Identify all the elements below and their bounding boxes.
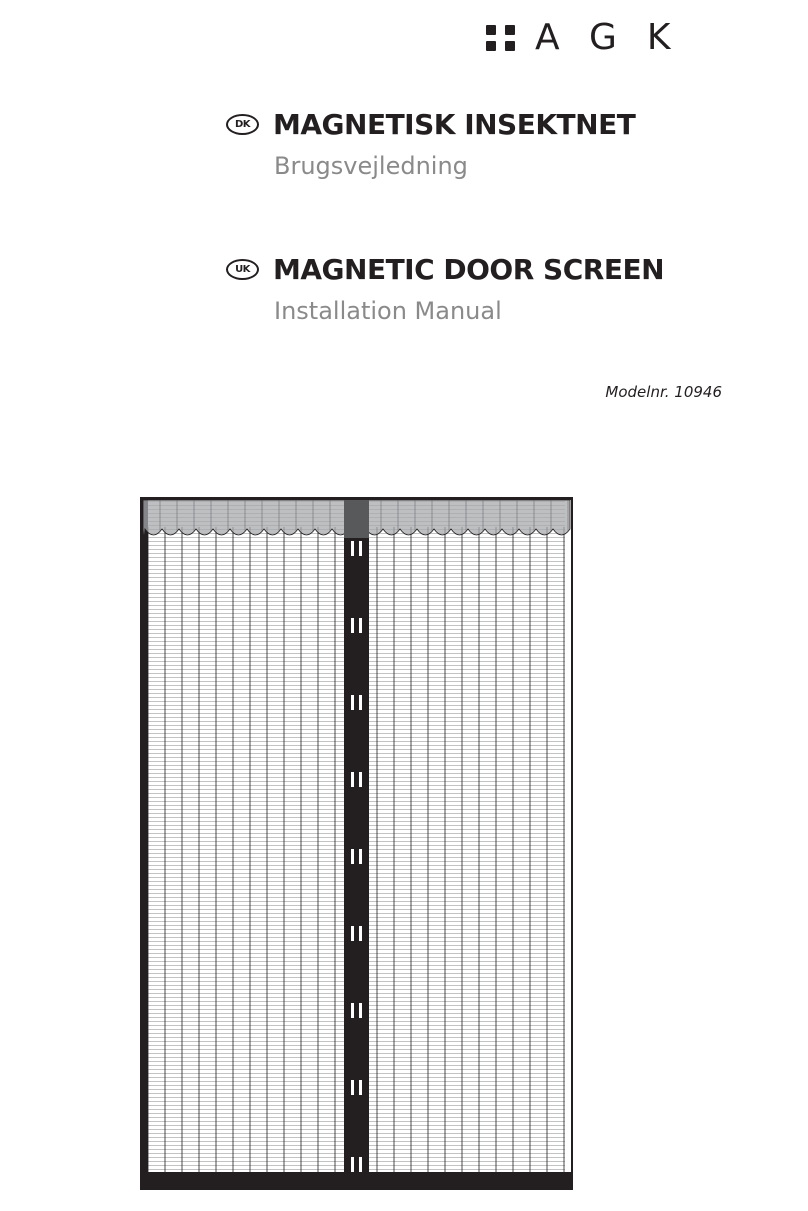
magnet-icon: [359, 926, 362, 941]
magnet-icon: [359, 1003, 362, 1018]
section-uk: [226, 253, 664, 325]
frame-right-side: [571, 497, 573, 1190]
magnet-icon: [351, 618, 354, 633]
product-title-uk: MAGNETIC DOOR SCREEN: [273, 253, 665, 286]
magnet-icon: [351, 849, 354, 864]
magnet-icon: [351, 695, 354, 710]
magnet-icon: [351, 772, 354, 787]
language-badge-dk: DK: [226, 114, 259, 135]
language-badge-uk: UK: [226, 259, 259, 280]
valance-center-tab: [344, 500, 369, 538]
brand-name: AGK: [535, 17, 701, 58]
section-dk: [226, 108, 635, 180]
magnet-icon: [351, 926, 354, 941]
brand-logo: [486, 18, 701, 58]
magnet-icon: [351, 1003, 354, 1018]
document-subtitle-uk: Installation Manual: [274, 297, 502, 325]
central-magnetic-strip: [344, 527, 369, 1177]
right-mesh-panel: [369, 501, 565, 1174]
magnetic-door-screen-illustration-icon: [140, 497, 573, 1190]
four-square-logo-icon: [486, 25, 515, 51]
magnet-icon: [359, 695, 362, 710]
magnet-icon: [359, 1157, 362, 1172]
document-subtitle-dk: Brugsvejledning: [274, 152, 468, 180]
magnet-icon: [359, 541, 362, 556]
frame-top-edge: [140, 497, 573, 500]
magnet-icon: [359, 1080, 362, 1095]
model-number: Modelnr. 10946: [605, 383, 722, 401]
left-mesh-panel: [148, 501, 344, 1174]
magnet-icon: [351, 541, 354, 556]
magnet-icon: [359, 849, 362, 864]
magnet-icon: [351, 1157, 354, 1172]
product-title-dk: MAGNETISK INSEKTNET: [273, 108, 636, 141]
magnet-icon: [359, 772, 362, 787]
frame-left-side: [140, 497, 148, 1190]
magnet-icon: [359, 618, 362, 633]
magnet-icon: [351, 1080, 354, 1095]
